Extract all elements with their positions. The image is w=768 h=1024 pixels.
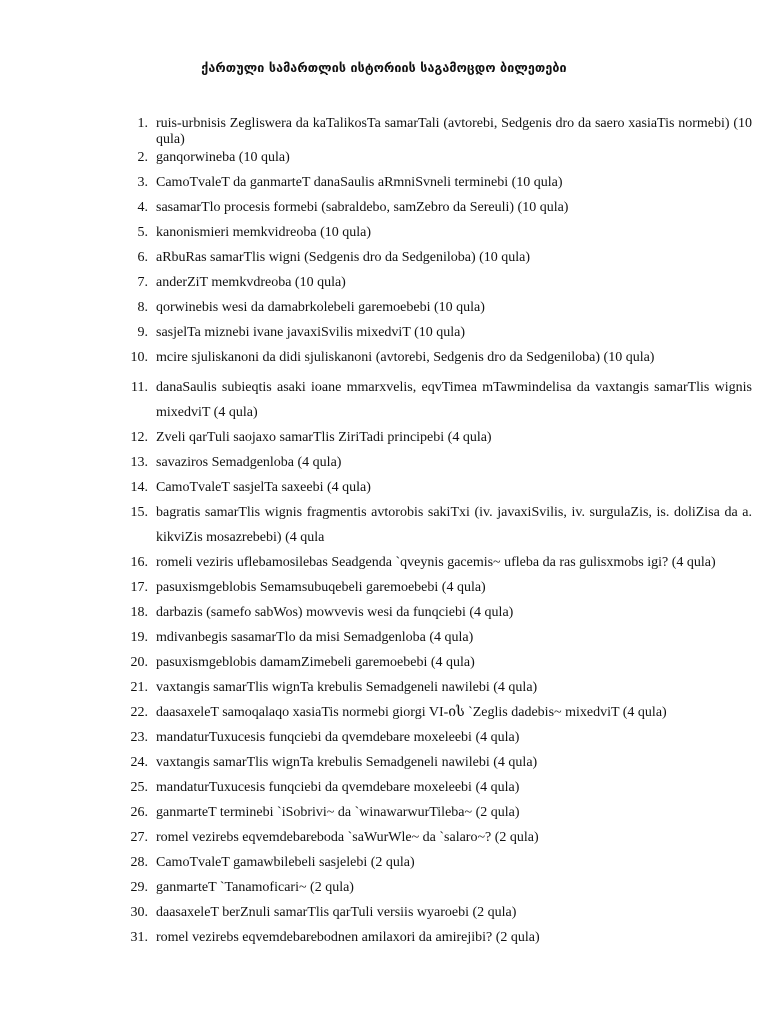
item-number: 2. — [137, 150, 148, 165]
list-item — [112, 825, 752, 850]
list-item — [112, 700, 752, 725]
item-number: 21. — [130, 680, 148, 695]
item-text: CamoTvaleT gamawbilebeli sasjelebi (2 qula) — [156, 855, 415, 870]
item-text: qorwinebis wesi da damabrkolebeli garemoebebi (10 qula) — [156, 300, 485, 315]
item-text: darbazis (samefo sabWos) mowvevis wesi da funqciebi (4 qula) — [156, 605, 514, 620]
item-text: pasuxismgeblobis damamZimebeli garemoebebi (4 qula) — [156, 655, 475, 670]
item-number: 24. — [130, 755, 148, 770]
item-number: 25. — [130, 780, 148, 795]
item-text: anderZiT memkvdreoba (10 qula) — [156, 275, 346, 290]
exam-ticket-list — [112, 116, 752, 950]
item-text: CamoTvaleT da ganmarteT danaSaulis aRmniSvneli terminebi (10 qula) — [156, 175, 563, 190]
list-item — [112, 775, 752, 800]
item-number: 6. — [137, 250, 148, 265]
item-text: mandaturTuxucesis funqciebi da qvemdebare moxeleebi (4 qula) — [156, 780, 520, 795]
item-text: aRbuRas samarTlis wigni (Sedgenis dro da Sedgeniloba) (10 qula) — [156, 250, 531, 265]
item-number: 13. — [130, 455, 148, 470]
item-number: 10. — [130, 350, 148, 365]
item-number: 4. — [137, 200, 148, 215]
item-number: 16. — [130, 555, 148, 570]
item-number: 17. — [130, 580, 148, 595]
list-item — [112, 150, 752, 166]
item-text: romel vezirebs eqvemdebareboda `saWurWle~ da `salaro~? (2 qula) — [156, 830, 539, 845]
list-item — [112, 175, 752, 191]
item-number: 8. — [137, 300, 148, 315]
item-text: ganqorwineba (10 qula) — [156, 150, 290, 165]
list-item — [112, 200, 752, 216]
item-text: pasuxismgeblobis Semamsubuqebeli garemoebebi (4 qula) — [156, 580, 486, 595]
list-item — [112, 375, 752, 425]
item-text: danaSaulis subieqtis asaki ioane mmarxvelis, eqvTimea mTawmindelisa da vaxtangis samarTlis wignis mixedviT (4 qula) — [156, 380, 752, 420]
list-item — [112, 900, 752, 925]
item-text: CamoTvaleT sasjelTa saxeebi (4 qula) — [156, 480, 371, 495]
list-item — [112, 725, 752, 750]
item-number: 3. — [137, 175, 148, 190]
item-number: 7. — [137, 275, 148, 290]
item-number: 29. — [130, 880, 148, 895]
list-item — [112, 475, 752, 500]
list-item — [112, 650, 752, 675]
document-title: ქართული სამართლის ისტორიის საგამოცდო ბილეთები — [201, 60, 567, 75]
item-text: vaxtangis samarTlis wignTa krebulis Semadgeneli nawilebi (4 qula) — [156, 755, 538, 770]
list-item — [112, 300, 752, 316]
item-number: 28. — [130, 855, 148, 870]
list-item — [112, 116, 752, 148]
item-number: 22. — [130, 705, 148, 720]
item-number: 19. — [130, 630, 148, 645]
item-text: romel vezirebs eqvemdebarebodnen amilaxori da amirejibi? (2 qula) — [156, 930, 540, 945]
item-number: 5. — [137, 225, 148, 240]
list-item — [112, 600, 752, 625]
list-item — [112, 550, 752, 575]
item-number: 30. — [130, 905, 148, 920]
item-number: 31. — [130, 930, 148, 945]
item-text: daasaxeleT samoqalaqo xasiaTis normebi giorgi VI-ის `Zeglis dadebis~ mixedviT (4 qula) — [156, 705, 667, 720]
item-text: mdivanbegis sasamarTlo da misi Semadgenloba (4 qula) — [156, 630, 474, 645]
item-text: ruis-urbnisis Zegliswera da kaTalikosTa samarTali (avtorebi, Sedgenis dro da saero xasiaTis normebi) (10 qula) — [156, 116, 752, 147]
list-item — [112, 250, 752, 266]
list-item — [112, 450, 752, 475]
list-item — [112, 500, 752, 550]
item-text: mandaturTuxucesis funqciebi da qvemdebare moxeleebi (4 qula) — [156, 730, 520, 745]
item-text: vaxtangis samarTlis wignTa krebulis Semadgeneli nawilebi (4 qula) — [156, 680, 538, 695]
item-number: 12. — [130, 430, 148, 445]
item-number: 11. — [131, 380, 148, 395]
item-number: 14. — [130, 480, 148, 495]
item-number: 15. — [130, 505, 148, 520]
list-item — [112, 625, 752, 650]
item-text: bagratis samarTlis wignis fragmentis avtorobis sakiTxi (iv. javaxiSvilis, iv. surgulaZis, is. doliZisa da a. kikviZis mosazrebebi) (4 qula — [156, 505, 752, 545]
item-number: 20. — [130, 655, 148, 670]
list-item — [112, 800, 752, 825]
item-number: 9. — [137, 325, 148, 340]
item-text: mcire sjuliskanoni da didi sjuliskanoni (avtorebi, Sedgenis dro da Sedgeniloba) (10 qula) — [156, 350, 655, 365]
list-item — [112, 275, 752, 291]
list-item — [112, 675, 752, 700]
item-text: sasamarTlo procesis formebi (sabraldebo, samZebro da Sereuli) (10 qula) — [156, 200, 569, 215]
list-item — [112, 925, 752, 950]
list-item — [112, 425, 752, 450]
item-text: daasaxeleT berZnuli samarTlis qarTuli versiis wyaroebi (2 qula) — [156, 905, 517, 920]
item-text: Zveli qarTuli saojaxo samarTlis ZiriTadi principebi (4 qula) — [156, 430, 492, 445]
item-text: ganmarteT `Tanamoficari~ (2 qula) — [156, 880, 354, 895]
list-item — [112, 350, 752, 366]
list-item — [112, 575, 752, 600]
item-text: kanonismieri memkvidreoba (10 qula) — [156, 225, 371, 240]
list-item — [112, 875, 752, 900]
item-number: 18. — [130, 605, 148, 620]
item-number: 27. — [130, 830, 148, 845]
list-item — [112, 850, 752, 875]
item-text: ganmarteT terminebi `iSobrivi~ da `winawarwurTileba~ (2 qula) — [156, 805, 520, 820]
list-item — [112, 750, 752, 775]
item-number: 1. — [137, 116, 148, 131]
list-item — [112, 225, 752, 241]
item-number: 26. — [130, 805, 148, 820]
item-text: romeli veziris uflebamosilebas Seadgenda `qveynis gacemis~ ufleba da ras gulisxmobs igi? (4 qula) — [156, 555, 716, 570]
item-text: savaziros Semadgenloba (4 qula) — [156, 455, 342, 470]
item-number: 23. — [130, 730, 148, 745]
item-text: sasjelTa miznebi ivane javaxiSvilis mixedviT (10 qula) — [156, 325, 466, 340]
list-item — [112, 325, 752, 341]
